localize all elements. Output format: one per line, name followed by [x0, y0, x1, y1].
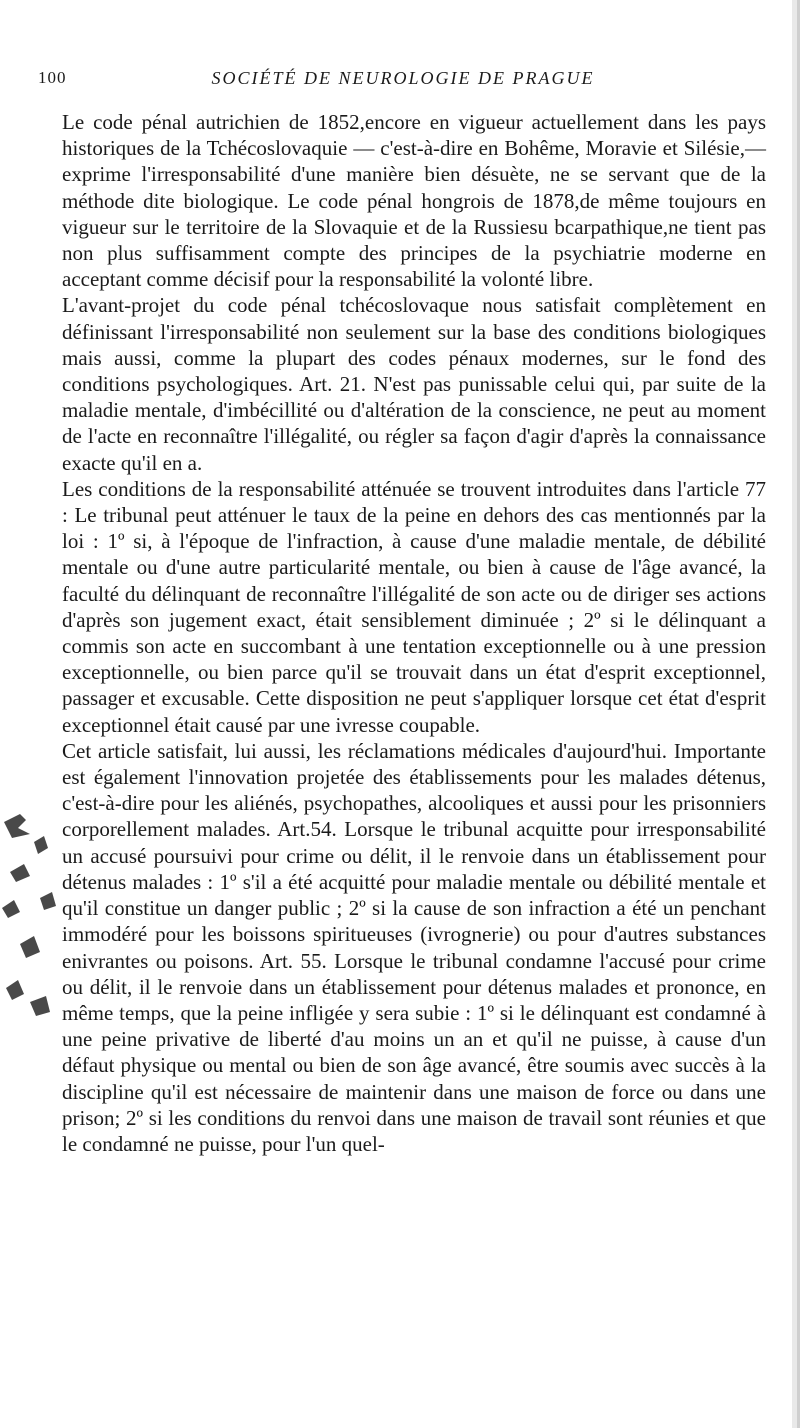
margin-ink-marks: [0, 812, 58, 1032]
page-edge-shadow: [780, 0, 800, 1428]
paragraph-3: Les conditions de la responsabilité atténuée se trouvent introduites dans l'article 77 : Le tribunal peut atténuer le taux de la peine en dehors des cas mentionnés par la loi : 1º si, à l'époque de l'infraction, à cause d'une maladie mentale, de débilité mentale ou d'une autre particularité mentale, ou bien à cause de l'âge avancé, la faculté du délinquant de reconnaître l'illégalité de son acte ou de diriger ses actions d'après son jugement exact, était sensiblement diminuée ; 2º si le délinquant a commis son acte en succombant à une tentation exceptionnelle ou à une pression exceptionnelle, ou bien parce qu'il se trouvait dans un état d'esprit exceptionnel, passager et excusable. Cette disposition ne peut s'appliquer lorsque cet état d'esprit exceptionnel était causé par une ivresse coupable.: [62, 476, 766, 737]
running-title: SOCIÉTÉ DE NEUROLOGIE DE PRAGUE: [211, 68, 595, 88]
paragraph-1: Le code pénal autrichien de 1852,encore en vigueur actuellement dans les pays historiques de la Tchécoslovaquie — c'est-à-dire en Bohême, Moravie et Silésie,— exprime l'irresponsabilité d'une manière bien désuète, ne se servant que de la méthode dite biologique. Le code pénal hongrois de 1878,de même toujours en vigueur sur le territoire de la Slovaquie et de la Russiesu bcarpathique,ne tient pas non plus suffisamment compte des principes de la psychiatrie moderne en acceptant comme décisif pour la responsabilité la volonté libre.: [62, 110, 766, 292]
paragraph-2: L'avant-projet du code pénal tchécoslovaque nous satisfait complètement en définissant l'irresponsabilité non seulement sur la base des conditions biologiques mais aussi, comme la plupart des codes pénaux modernes, sur le fond des conditions psychologiques. Art. 21. N'est pas punissable celui qui, par suite de la maladie mentale, d'imbécillité ou d'altération de la conscience, ne peut au moment de l'acte en reconnaître l'illégalité, ou régler sa façon d'agir d'après la connaissance exacte qu'il en a.: [62, 293, 766, 475]
body-text: [62, 109, 766, 1157]
paragraph-4: Cet article satisfait, lui aussi, les réclamations médicales d'aujourd'hui. Importante est également l'innovation projetée des établissements pour les malades détenus, c'est-à-dire pour les aliénés, psychopathes, alcooliques et aussi pour les prisonniers corporellement malades. Art.54. Lorsque le tribunal acquitte pour irresponsabilité un accusé poursuivi pour crime ou délit, il le renvoie dans un établissement pour détenus malades : 1º s'il a été acquitté pour maladie mentale ou débilité mentale et qu'il constitue un danger public ; 2º si la cause de son infraction a été un penchant immodéré pour les boissons spiritueuses (ivrognerie) ou pour d'autres substances enivrantes ou poisons. Art. 55. Lorsque le tribunal condamne l'accusé pour crime ou délit, il le renvoie dans un établissement pour détenus malades et prononce, en même temps, que la peine infligée y sera subie : 1º si le délinquant est condamné à une peine privative de liberté d'au moins un an et qu'il ne puisse, à cause d'un défaut physique ou mental ou bien de son âge avancé, être soumis avec succès à la discipline qu'il est nécessaire de maintenir dans une maison de force ou dans une prison; 2º si les conditions du renvoi dans une maison de travail sont réunies et que le condamné ne puisse, pour l'un quel-: [62, 738, 766, 1156]
page-number: 100: [38, 68, 67, 87]
page-header: [38, 68, 768, 92]
